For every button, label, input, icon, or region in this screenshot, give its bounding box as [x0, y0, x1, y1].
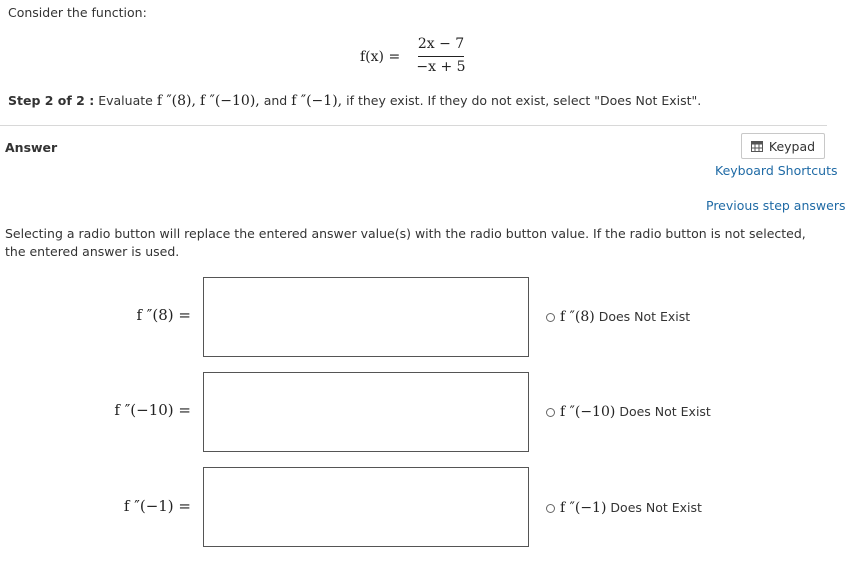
function-denominator: −x + 5 [416, 59, 466, 75]
radio-suffix-fm10: Does Not Exist [619, 404, 711, 419]
step-expr-1: f ″(8), [156, 93, 196, 109]
radio-circle-fm1[interactable] [546, 504, 555, 513]
step-instruction [8, 93, 701, 109]
answer-input-fm10[interactable] [203, 372, 529, 452]
step-label: Step 2 of 2 : [8, 93, 95, 108]
answer-input-fm1[interactable] [203, 467, 529, 547]
step-tail-text: if they exist. If they do not exist, select "Does Not Exist". [346, 93, 702, 108]
answer-heading: Answer [5, 140, 58, 155]
radio-suffix-f8: Does Not Exist [598, 309, 691, 324]
step-expr-2: f ″(−10), [199, 93, 260, 109]
function-numerator: 2x − 7 [417, 36, 465, 52]
row-label-fm1: f ″(−1) = [123, 497, 191, 515]
row-label-fm10: f ″(−10) = [114, 401, 191, 419]
radio-fm10-does-not-exist[interactable] [546, 404, 711, 420]
section-divider [0, 125, 827, 126]
keypad-button[interactable] [741, 133, 825, 159]
radio-instructions: Selecting a radio button will replace the entered answer value(s) with the radio button value. If the radio button is not selected, the entered answer is used. [5, 226, 806, 259]
radio-f8-does-not-exist[interactable] [546, 309, 690, 325]
radio-expr-fm10: f ″(−10) [560, 404, 616, 420]
radio-expr-f8: f ″(8) [560, 309, 595, 325]
step-expr-3: f ″(−1), [291, 93, 343, 109]
radio-circle-f8[interactable] [546, 313, 555, 322]
previous-step-answers-link[interactable]: Previous step answers [706, 198, 845, 213]
radio-circle-fm10[interactable] [546, 408, 555, 417]
step-and-text: and [263, 93, 288, 108]
radio-suffix-fm1: Does Not Exist [610, 500, 702, 515]
fraction-bar [418, 56, 464, 57]
step-evaluate-text: Evaluate [98, 93, 153, 108]
radio-fm1-does-not-exist[interactable] [546, 500, 702, 516]
keypad-icon [751, 141, 763, 152]
radio-expr-fm1: f ″(−1) [560, 500, 607, 516]
row-label-f8: f ″(8) = [136, 306, 191, 324]
function-lhs: f(x) = [360, 49, 401, 65]
prompt-text: Consider the function: [8, 5, 147, 20]
answer-input-f8[interactable] [203, 277, 529, 357]
keyboard-shortcuts-link[interactable]: Keyboard Shortcuts [715, 163, 838, 178]
keypad-label: Keypad [768, 138, 816, 154]
